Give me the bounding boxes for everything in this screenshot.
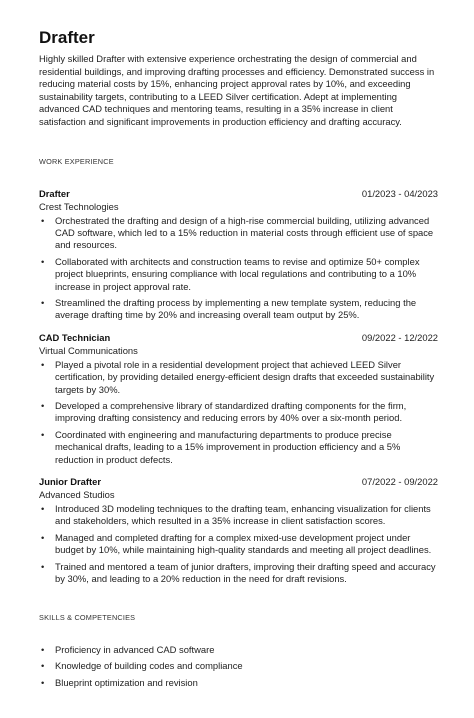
job-entry	[39, 475, 438, 585]
bullet-text: Trained and mentored a team of junior drafters, improving their drafting speed and accuracy by 30%, and leading to a 20% reduction in the need for draft revisions.	[55, 560, 436, 585]
bullet-text: Orchestrated the drafting and design of a high-rise commercial building, utilizing advanced CAD software, which led to a 15% reduction in material costs through efficient use of space and resources.	[55, 214, 434, 251]
skill-text: Blueprint optimization and revision	[55, 676, 198, 688]
bullet-text: Streamlined the drafting process by implementing a new template system, reducing the average drafting time by 20% and increasing overall team output by 25%.	[55, 297, 417, 321]
bullet-dot: •	[41, 660, 45, 672]
bullet-dot: •	[41, 297, 45, 308]
bullet-dot: •	[41, 503, 45, 515]
candidate-name: Drafter	[39, 28, 95, 47]
job-list	[39, 187, 438, 586]
job-bullets	[39, 215, 438, 322]
job-bullets	[39, 359, 438, 466]
job-bullet	[39, 256, 438, 293]
bullet-dot: •	[41, 531, 45, 543]
skill-text: Proficiency in advanced CAD software	[55, 643, 215, 655]
job-dates: 07/2022 - 09/2022	[361, 476, 438, 488]
job-title: Drafter	[39, 187, 70, 199]
bullet-text: Introduced 3D modeling techniques to the drafting team, enhancing visualization for clients and stakeholders, which resulted in a 35% increase in client satisfaction scores.	[55, 503, 431, 527]
bullet-dot: •	[41, 400, 45, 412]
job-header	[39, 331, 438, 344]
job-title: CAD Technician	[39, 331, 111, 343]
job-bullet	[39, 532, 438, 557]
job-bullet	[39, 400, 438, 425]
bullet-dot: •	[41, 643, 45, 655]
professional-summary: Highly skilled Drafter with extensive experience orchestrating the design of commercial and residential buildings, and improving drafting processes and efficiency. Demonstrated success in reducing material costs by 15%, enhancing project approval rates by 10%, and exceeding sustainability targets, contributing to a LEED Silver certification. Adept at implementing advanced CAD techniques and mentoring teams, resulting in a 35% increase in client satisfaction and significant improvements in production efficiency and drafting accuracy.	[39, 53, 435, 127]
job-entry	[39, 187, 438, 322]
skills-list	[39, 644, 438, 690]
job-title: Junior Drafter	[39, 476, 101, 488]
job-dates: 01/2023 - 04/2023	[361, 187, 438, 199]
job-bullet	[39, 359, 438, 396]
bullet-text: Collaborated with architects and construction teams to revise and optimize 50+ complex project blueprints, ensuring compliance with local regulations and contributing to a 10% increase in project approval rate.	[55, 255, 420, 292]
bullet-dot: •	[41, 255, 45, 267]
company-name: Advanced Studios	[39, 489, 115, 501]
bullet-text: Coordinated with engineering and manufacturing departments to produce precise mechanical drafts, leading to a 15% improvement in production efficiency and a 5% reduction in product defects.	[55, 428, 401, 465]
job-bullet	[39, 215, 438, 252]
bullet-dot: •	[41, 214, 45, 226]
bullet-text: Played a pivotal role in a residential development project that achieved LEED Silver certification, by providing detailed energy-efficient design drafts that exceeded sustainability targets by 30%.	[55, 358, 435, 395]
job-entry	[39, 331, 438, 466]
bullet-dot: •	[41, 428, 45, 440]
bullet-dot: •	[41, 560, 45, 572]
skill-text: Knowledge of building codes and compliance	[55, 660, 243, 672]
job-header	[39, 475, 438, 488]
skill-item	[39, 677, 438, 689]
bullet-text: Developed a comprehensive library of standardized drafting components for the firm, improving drafting consistency and reducing errors by 40% over a six-month period.	[55, 400, 407, 424]
job-bullet	[39, 297, 438, 322]
job-header	[39, 187, 438, 200]
job-bullet	[39, 561, 438, 586]
job-bullet	[39, 503, 438, 528]
bullet-dot: •	[41, 676, 45, 688]
job-bullet	[39, 429, 438, 466]
skills-heading: SKILLS & COMPETENCIES	[39, 612, 136, 622]
company-name: Crest Technologies	[39, 200, 119, 212]
skill-item	[39, 660, 438, 672]
skill-item	[39, 644, 438, 656]
bullet-dot: •	[41, 358, 45, 370]
work-experience-heading: WORK EXPERIENCE	[39, 156, 114, 166]
job-bullets	[39, 503, 438, 585]
bullet-text: Managed and completed drafting for a complex mixed-use development project under budget by 10%, while maintaining high-quality standards and meeting all project deadlines.	[55, 531, 432, 556]
job-dates: 09/2022 - 12/2022	[361, 331, 438, 343]
company-name: Virtual Communications	[39, 344, 138, 356]
